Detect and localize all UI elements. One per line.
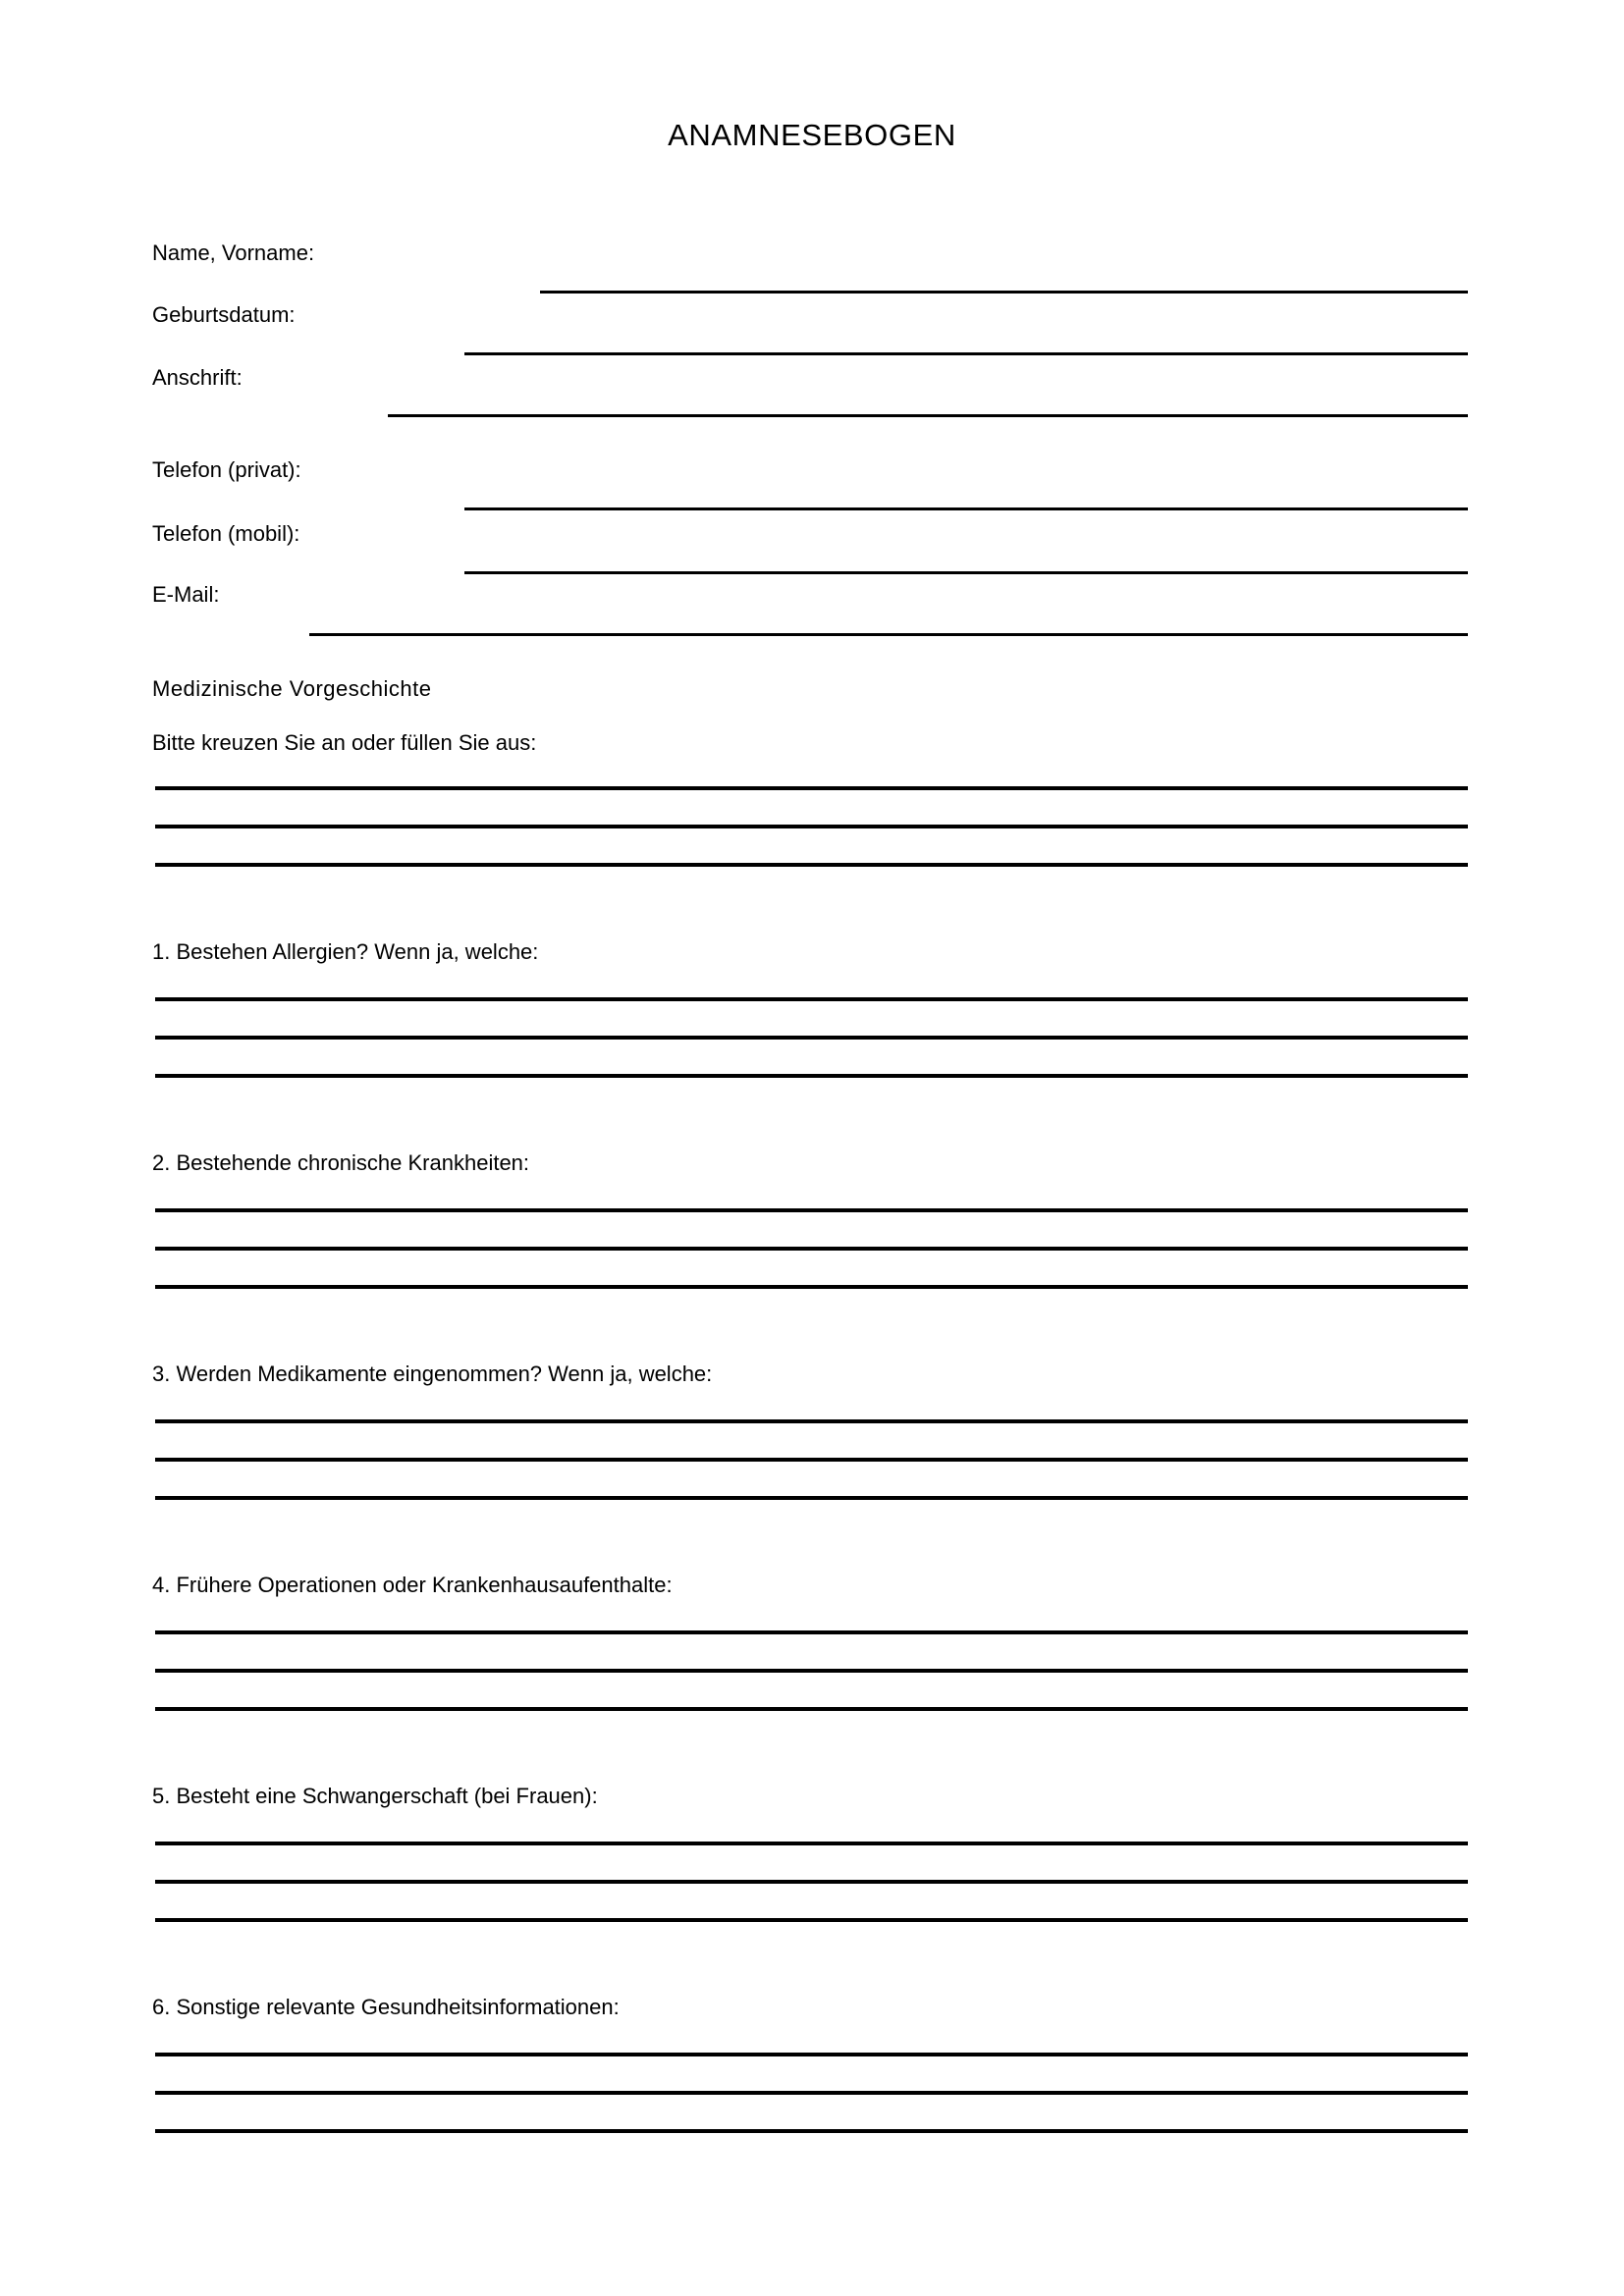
field-label-4: Telefon (mobil): — [152, 521, 300, 546]
answer-q6-line-3[interactable] — [155, 2129, 1468, 2133]
field-label-0: Name, Vorname: — [152, 240, 315, 265]
answer-q3-line-2[interactable] — [155, 1458, 1468, 1462]
answer-q6-line-2[interactable] — [155, 2091, 1468, 2095]
history-notes-line-1[interactable] — [155, 786, 1468, 790]
question-2: 2. Bestehende chronische Krankheiten: — [152, 1150, 530, 1175]
field-input-line-4[interactable] — [464, 571, 1468, 574]
answer-q6-line-1[interactable] — [155, 2053, 1468, 2056]
field-input-line-3[interactable] — [464, 507, 1468, 510]
answer-q2-line-3[interactable] — [155, 1285, 1468, 1289]
field-label-3: Telefon (privat): — [152, 457, 301, 482]
question-1: 1. Bestehen Allergien? Wenn ja, welche: — [152, 939, 539, 964]
answer-q2-line-1[interactable] — [155, 1208, 1468, 1212]
question-5: 5. Besteht eine Schwangerschaft (bei Frauen): — [152, 1784, 598, 1808]
medical-history-heading: Medizinische Vorgeschichte — [152, 676, 432, 701]
answer-q4-line-1[interactable] — [155, 1630, 1468, 1634]
field-input-line-2[interactable] — [388, 414, 1468, 417]
field-label-1: Geburtsdatum: — [152, 302, 296, 327]
answer-q1-line-1[interactable] — [155, 997, 1468, 1001]
answer-q2-line-2[interactable] — [155, 1247, 1468, 1251]
answer-q1-line-3[interactable] — [155, 1074, 1468, 1078]
answer-q3-line-3[interactable] — [155, 1496, 1468, 1500]
answer-q3-line-1[interactable] — [155, 1419, 1468, 1423]
answer-q5-line-1[interactable] — [155, 1842, 1468, 1845]
field-label-5: E-Mail: — [152, 582, 220, 607]
history-notes-line-3[interactable] — [155, 863, 1468, 867]
medical-history-instruction: Bitte kreuzen Sie an oder füllen Sie aus: — [152, 730, 537, 755]
question-6: 6. Sonstige relevante Gesundheitsinformationen: — [152, 1995, 620, 2019]
answer-q5-line-2[interactable] — [155, 1880, 1468, 1884]
answer-q1-line-2[interactable] — [155, 1036, 1468, 1040]
question-4: 4. Frühere Operationen oder Krankenhausaufenthalte: — [152, 1573, 673, 1597]
field-input-line-1[interactable] — [464, 352, 1468, 355]
answer-q4-line-2[interactable] — [155, 1669, 1468, 1673]
field-input-line-0[interactable] — [540, 291, 1468, 294]
history-notes-line-2[interactable] — [155, 825, 1468, 828]
question-3: 3. Werden Medikamente eingenommen? Wenn ja, welche: — [152, 1362, 713, 1386]
field-input-line-5[interactable] — [309, 633, 1468, 636]
field-label-2: Anschrift: — [152, 365, 243, 390]
page-title: ANAMNESEBOGEN — [668, 118, 956, 152]
answer-q4-line-3[interactable] — [155, 1707, 1468, 1711]
answer-q5-line-3[interactable] — [155, 1918, 1468, 1922]
